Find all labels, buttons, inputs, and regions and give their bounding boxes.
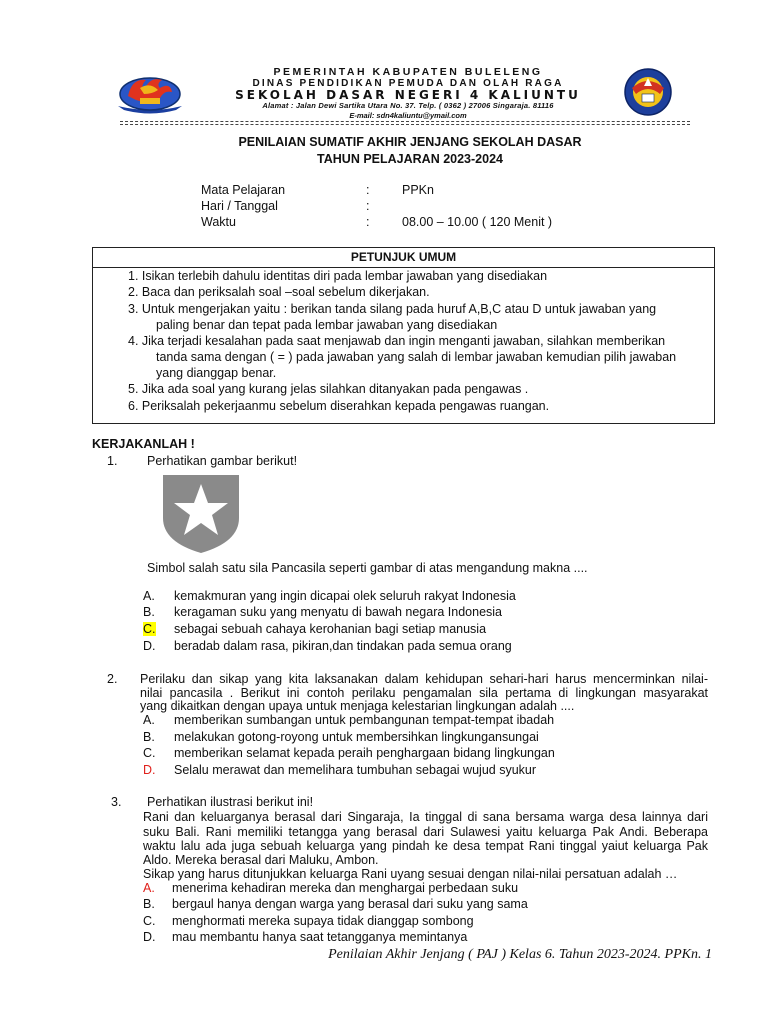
header-divider-2 xyxy=(120,124,690,125)
q1-option-a-text: kemakmuran yang ingin dicapai olek seluruh rakyat Indonesia xyxy=(174,589,516,603)
header-government: PEMERINTAH KABUPATEN BULELENG xyxy=(273,66,543,78)
q3-text-line: waktu lalu ada juga sebuah keluarga yang pindah ke desa tempat Rani tinggal yaiut keluarga Pak xyxy=(143,839,708,853)
q1-option-c-letter: C. xyxy=(143,622,156,636)
q1-option-d-letter: D. xyxy=(143,639,156,653)
q3-intro: Perhatikan ilustrasi berikut ini! xyxy=(147,795,314,809)
q1-option-d-text: beradab dalam rasa, pikiran,dan tindakan pada semua orang xyxy=(174,639,512,653)
q3-text-line: Sikap yang harus ditunjukkan keluarga Rani uyang sesuai dengan nilai-nilai persatuan adalah … xyxy=(143,867,678,881)
q2-option-d-letter: D. xyxy=(143,763,156,777)
q2-option-a-letter: A. xyxy=(143,713,155,727)
q3-option-a-text: menerima kehadiran mereka dan menghargai perbedaan suku xyxy=(172,881,519,895)
header-school-name: SEKOLAH DASAR NEGERI 4 KALIUNTU xyxy=(235,88,581,102)
q3-text-line: suku Bali. Rani memiliki tetangga yang berasal dari Sulawesi yaitu keluarga Pak Andi. Beberapa xyxy=(143,825,708,839)
q2-option-b-text: melakukan gotong-royong untuk membersihkan lingkungansungai xyxy=(174,730,539,744)
instruction-line: yang dianggap benar. xyxy=(156,366,277,380)
info-time-value: 08.00 – 10.00 ( 120 Menit ) xyxy=(402,215,553,229)
instruction-line: 6. Periksalah pekerjaanmu sebelum diserahkan kepada pengawas ruangan. xyxy=(128,399,550,413)
q3-number: 3. xyxy=(111,795,122,809)
q1-number: 1. xyxy=(107,454,118,468)
q1-option-a-letter: A. xyxy=(143,589,155,603)
exam-year: TAHUN PELAJARAN 2023-2024 xyxy=(317,152,503,166)
q2-text-line: yang dikaitkan dengan upaya untuk menjaga kelestarian lingkungan adalah .... xyxy=(140,699,575,713)
q3-option-a-letter: A. xyxy=(143,881,155,895)
header-address: Alamat : Jalan Dewi Sartika Utara No. 37. Telp. ( 0362 ) 27006 Singaraja. 81116 xyxy=(262,101,554,110)
info-time-sep: : xyxy=(366,215,370,229)
exam-title: PENILAIAN SUMATIF AKHIR JENJANG SEKOLAH DASAR xyxy=(238,135,582,149)
instruction-line: 4. Jika terjadi kesalahan pada saat menjawab dan ingin menganti jawaban, silahkan memberikan xyxy=(128,334,666,348)
info-subject-label: Mata Pelajaran xyxy=(201,183,286,197)
q1-option-b-text: keragaman suku yang menyatu di bawah negara Indonesia xyxy=(174,605,502,619)
q3-text-line: Aldo. Mereka berasal dari Maluku, Ambon. xyxy=(143,853,379,867)
q2-option-c-letter: C. xyxy=(143,746,156,760)
q1-option-c-text: sebagai sebuah cahaya kerohanian bagi setiap manusia xyxy=(174,622,487,636)
q2-option-b-letter: B. xyxy=(143,730,155,744)
section-heading: KERJAKANLAH ! xyxy=(92,437,195,451)
q1-question: Simbol salah satu sila Pancasila seperti gambar di atas mengandung makna .... xyxy=(147,561,588,575)
info-date-label: Hari / Tanggal xyxy=(201,199,278,213)
q2-number: 2. xyxy=(107,672,118,686)
instruction-line: paling benar dan tepat pada lembar jawaban yang disediakan xyxy=(156,318,498,332)
q1-intro: Perhatikan gambar berikut! xyxy=(147,454,298,468)
star-shield-icon xyxy=(162,474,240,554)
q3-option-d-text: mau membantu hanya saat tetangganya memintanya xyxy=(172,930,468,944)
q2-option-c-text: memberikan selamat kepada peraih penghargaan bidang lingkungan xyxy=(174,746,555,760)
header-divider xyxy=(120,121,690,122)
header-department: DINAS PENDIDIKAN PEMUDA DAN OLAH RAGA xyxy=(252,78,564,89)
instructions-heading: PETUNJUK UMUM xyxy=(93,248,714,268)
instruction-line: 3. Untuk mengerjakan yaitu : berikan tanda silang pada huruf A,B,C atau D untuk jawaban yang xyxy=(128,302,657,316)
q3-option-c-text: menghormati mereka supaya tidak dianggap sombong xyxy=(172,914,474,928)
info-date-sep: : xyxy=(366,199,370,213)
q2-text-line: Perilaku dan sikap yang kita laksanakan dalam kehidupan sehari-hari harus mencerminkan nilai- xyxy=(140,672,708,686)
info-time-label: Waktu xyxy=(201,215,236,229)
tut-wuri-handayani-emblem-icon xyxy=(618,68,678,116)
instruction-line: 1. Isikan terlebih dahulu identitas diri pada lembar jawaban yang disediakan xyxy=(128,269,548,283)
buleleng-emblem-icon xyxy=(110,68,190,114)
info-subject-sep: : xyxy=(366,183,370,197)
general-instructions-box xyxy=(92,247,715,424)
q3-text-line: Rani dan keluarganya berasal dari Singaraja, Ia tinggal di sana bersama warga desa lainnya dari xyxy=(143,810,708,824)
info-subject-value: PPKn xyxy=(402,183,434,197)
q2-option-d-text: Selalu merawat dan memelihara tumbuhan sebagai wujud syukur xyxy=(174,763,537,777)
q3-option-b-text: bergaul hanya dengan warga yang berasal dari suku yang sama xyxy=(172,897,528,911)
header-email: E-mail: sdn4kaliuntu@ymail.com xyxy=(349,111,467,120)
instruction-line: tanda sama dengan ( = ) pada jawaban yang salah di lembar jawaban kemudian pilih jawaban xyxy=(156,350,677,364)
instruction-line: 2. Baca dan periksalah soal –soal sebelum dikerjakan. xyxy=(128,285,430,299)
q3-option-d-letter: D. xyxy=(143,930,156,944)
page-footer: Penilaian Akhir Jenjang ( PAJ ) Kelas 6. Tahun 2023-2024. PPKn. 1 xyxy=(328,947,712,962)
q2-text-line: nilai pancasila . Berikut ini contoh perilaku pengamalan sila pertama di lingkungan masyarakat xyxy=(140,686,708,700)
q2-option-a-text: memberikan sumbangan untuk pembangunan tempat-tempat ibadah xyxy=(174,713,555,727)
q3-option-b-letter: B. xyxy=(143,897,155,911)
q3-option-c-letter: C. xyxy=(143,914,156,928)
q1-option-b-letter: B. xyxy=(143,605,155,619)
instruction-line: 5. Jika ada soal yang kurang jelas silahkan ditanyakan pada pengawas . xyxy=(128,382,529,396)
